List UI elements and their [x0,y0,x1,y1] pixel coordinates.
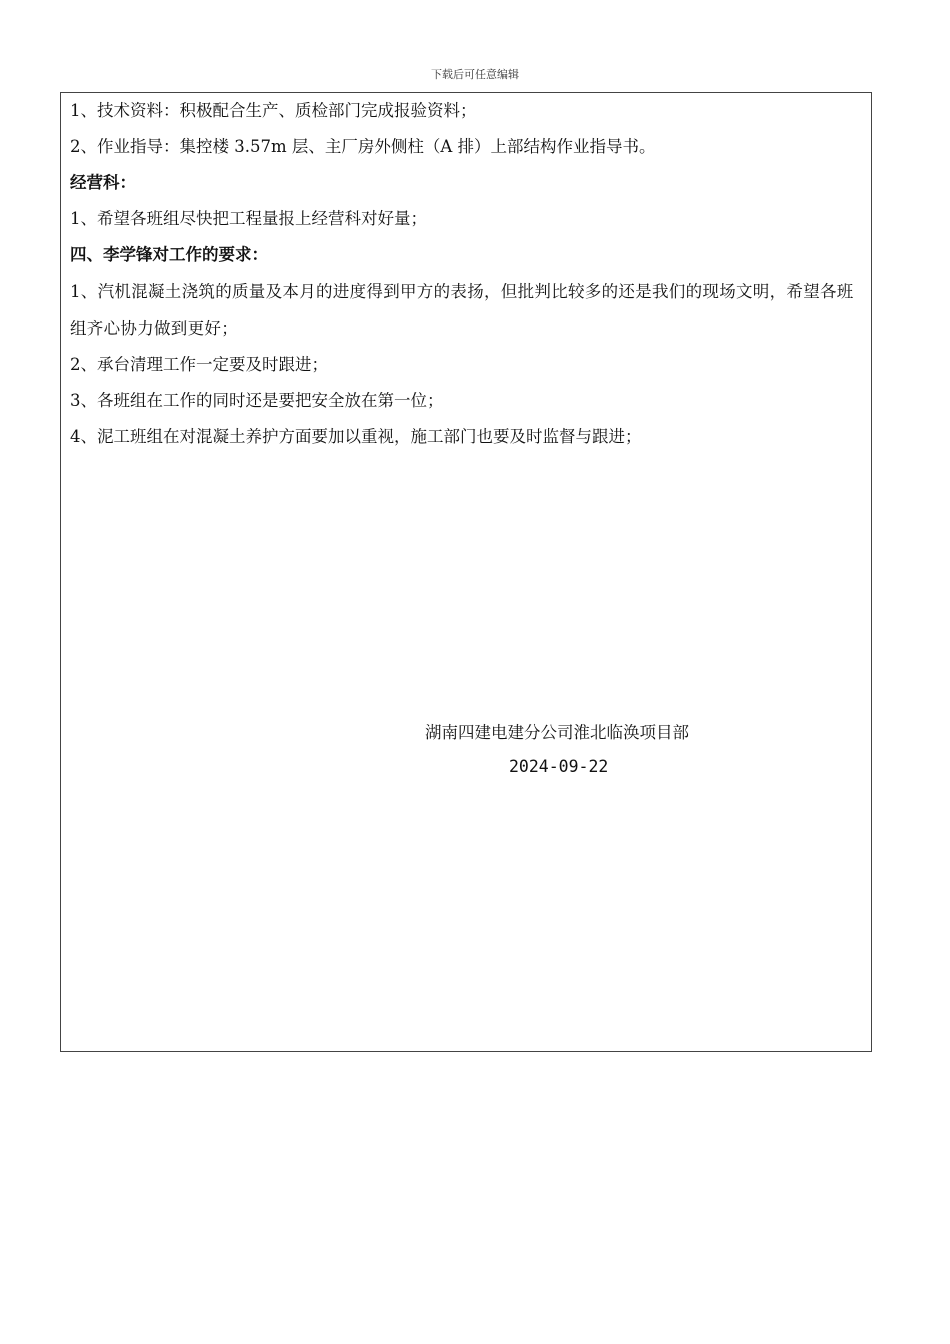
work-guide-item: 2、作业指导：集控楼 3.57m 层、主厂房外侧柱（A 排）上部结构作业指导书。 [70,137,656,156]
requirement-item-1: 1、汽机混凝土浇筑的质量及本月的进度得到甲方的表扬，但批判比较多的还是我们的现场文明，希望各班组齐心协力做到更好； [70,282,854,338]
requirement-item-4: 4、泥工班组在对混凝土养护方面要加以重视，施工部门也要及时监督与跟进； [70,427,642,446]
meeting-minutes-box [60,92,872,1052]
requirement-item-3: 3、各班组在工作的同时还是要把安全放在第一位； [70,391,444,410]
requirement-item-2: 2、承台清理工作一定要及时跟进； [70,355,328,374]
signature-date: 2024-09-22 [509,757,609,776]
requirements-heading: 四、李学锋对工作的要求： [70,245,268,264]
operations-dept-heading: 经营科： [70,173,136,192]
minutes-content [70,93,864,455]
signature-organization: 湖南四建电建分公司淮北临涣项目部 [425,723,689,742]
download-note: 下载后可任意编辑 [431,68,519,81]
operations-item-1: 1、希望各班组尽快把工程量报上经营科对好量； [70,209,427,228]
tech-docs-item: 1、技术资料：积极配合生产、质检部门完成报验资料； [70,101,477,120]
